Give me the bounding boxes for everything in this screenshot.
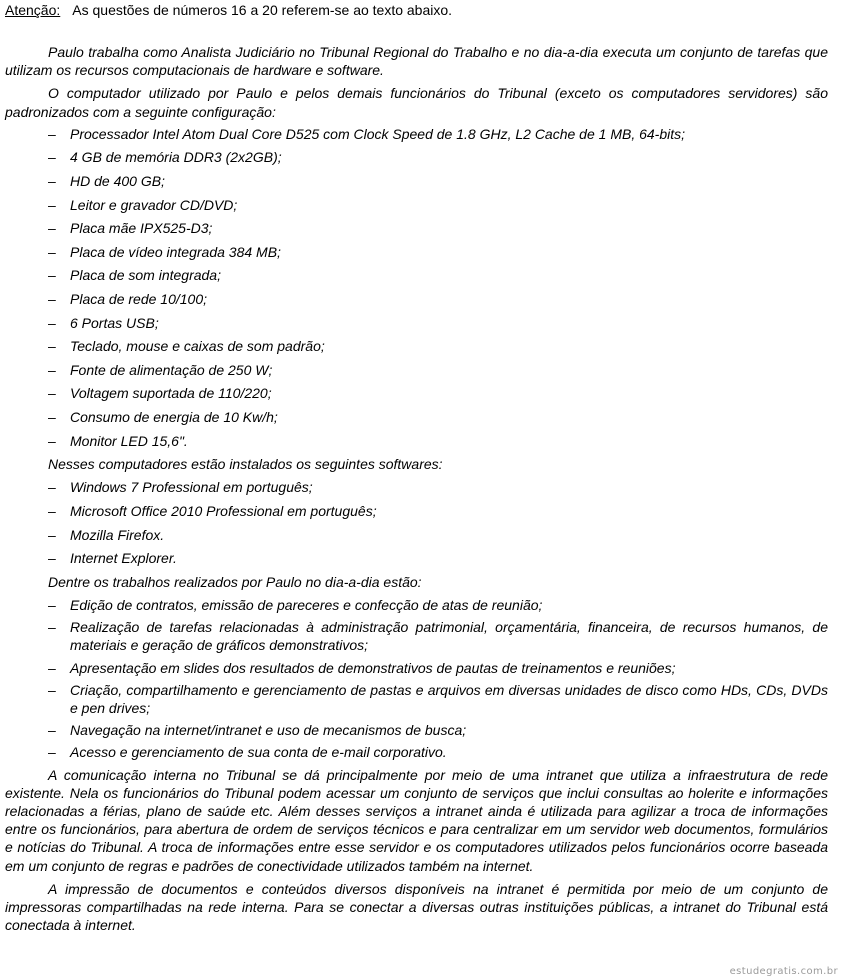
hardware-item-text: Voltagem suportada de 110/220; [70, 385, 272, 402]
task-item [5, 721, 828, 739]
software-item-text: Internet Explorer. [70, 550, 177, 567]
list-dash-marker: – [48, 267, 56, 284]
hardware-item-text: Processador Intel Atom Dual Core D525 com Clock Speed de 1.8 GHz, L2 Cache de 1 MB, 64-bits; [70, 125, 686, 142]
hardware-item [5, 314, 828, 332]
document-body [5, 43, 828, 939]
task-item [5, 596, 828, 614]
software-item-text: Windows 7 Professional em português; [70, 479, 313, 496]
site-watermark: estudegratis.com.br [729, 966, 838, 977]
task-item-text: Acesso e gerenciamento de sua conta de e-mail corporativo. [70, 744, 447, 761]
list-dash-marker: – [48, 290, 56, 307]
software-item [5, 549, 828, 567]
hardware-item-text: Placa de vídeo integrada 384 MB; [70, 243, 281, 260]
hardware-item-text: Placa de rede 10/100; [70, 290, 207, 307]
software-intro: Nesses computadores estão instalados os seguintes softwares: [48, 456, 443, 473]
list-dash-marker: – [48, 220, 56, 237]
list-dash-marker: – [48, 125, 56, 142]
list-dash-marker: – [48, 149, 56, 166]
hardware-item-text: Fonte de alimentação de 250 W; [70, 361, 273, 378]
list-dash-marker: – [48, 550, 56, 567]
hardware-item [5, 408, 828, 426]
hardware-item [5, 219, 828, 237]
hardware-item-text: 6 Portas USB; [70, 314, 159, 331]
task-item [5, 681, 828, 717]
software-item-text: Microsoft Office 2010 Professional em português; [70, 502, 377, 519]
hardware-item-text: Placa mãe IPX525-D3; [70, 220, 213, 237]
attention-header [5, 1, 452, 19]
list-dash-marker: – [48, 502, 56, 519]
hardware-item [5, 148, 828, 166]
hardware-item [5, 125, 828, 143]
software-item [5, 478, 828, 496]
list-dash-marker: – [48, 196, 56, 213]
list-dash-marker: – [48, 596, 56, 613]
task-item [5, 743, 828, 761]
task-list [5, 596, 828, 762]
software-item [5, 526, 828, 544]
hardware-item-text: HD de 400 GB; [70, 173, 165, 189]
hardware-item [5, 266, 828, 284]
hardware-item-text: Leitor e gravador CD/DVD; [70, 196, 238, 213]
list-dash-marker: – [48, 659, 56, 676]
hardware-item [5, 337, 828, 355]
list-dash-marker: – [48, 314, 56, 331]
list-dash-marker: – [48, 243, 56, 260]
list-dash-marker: – [48, 744, 56, 761]
task-item-text: Apresentação em slides dos resultados de demonstrativos de pautas de treinamentos e reuniões; [70, 659, 676, 676]
list-dash-marker: – [48, 722, 56, 739]
hardware-item-text: 4 GB de memória DDR3 (2x2GB); [70, 149, 282, 166]
hardware-item-text: Consumo de energia de 10 Kw/h; [70, 408, 278, 425]
hardware-item-text: Teclado, mouse e caixas de som padrão; [70, 338, 325, 355]
printing-paragraph: A impressão de documentos e conteúdos diversos disponíveis na intranet é permitida por meio de um conjunto de impressoras compartilhadas na rede interna. Para se conectar a diversas outras instituições públicas, a intranet do Tribunal está conectada à internet. [5, 880, 828, 934]
hardware-item-text: Monitor LED 15,6". [70, 432, 188, 449]
task-item-text: Realização de tarefas relacionadas à administração patrimonial, orçamentária, financeira, de recursos humanos, de materiais e geração de gráficos demonstrativos; [70, 619, 828, 654]
hardware-item [5, 243, 828, 261]
task-item-text: Criação, compartilhamento e gerenciamento de pastas e arquivos em diversas unidades de disco como HDs, CDs, DVDs e pen drives; [70, 681, 828, 716]
configuration-paragraph: O computador utilizado por Paulo e pelos demais funcionários do Tribunal (exceto os computadores servidores) são padronizados com a seguinte configuração: [5, 85, 828, 120]
attention-text: As questões de números 16 a 20 referem-se ao texto abaixo. [72, 2, 453, 18]
list-dash-marker: – [48, 619, 56, 636]
hardware-item [5, 361, 828, 379]
list-dash-marker: – [48, 479, 56, 496]
software-item-text: Mozilla Firefox. [70, 526, 165, 543]
list-dash-marker: – [48, 681, 56, 698]
intranet-paragraph: A comunicação interna no Tribunal se dá principalmente por meio de uma intranet que utiliza a infraestrutura de rede existente. Nela os funcionários do Tribunal podem acessar um conjunto de serviços que inclui consultas ao holerite e informações relacionadas a férias, plano de saúde etc. Além desses serviços a intranet ainda é utilizada para agilizar a troca de informações entre os funcionários, para abertura de ordem de serviços técnicos e para centralizar em um servidor web documentos, formulários e notícias do Tribunal. A troca de informações entre esse servidor e os computadores utilizados pelos funcionários ocorre baseada em um conjunto de regras e padrões de conectividade utilizados também na internet. [5, 766, 828, 874]
hardware-list [5, 125, 828, 450]
task-item-text: Navegação na internet/intranet e uso de mecanismos de busca; [70, 722, 467, 739]
hardware-item [5, 172, 828, 190]
list-dash-marker: – [48, 408, 56, 425]
hardware-item [5, 384, 828, 402]
list-dash-marker: – [48, 385, 56, 402]
intro-paragraph: Paulo trabalha como Analista Judiciário no Tribunal Regional do Trabalho e no dia-a-dia executa um conjunto de tarefas que utilizam os recursos computacionais de hardware e software. [5, 44, 828, 79]
software-list [5, 478, 828, 567]
list-dash-marker: – [48, 361, 56, 378]
list-dash-marker: – [48, 338, 56, 355]
hardware-item-text: Placa de som integrada; [70, 267, 221, 284]
task-item [5, 659, 828, 677]
tasks-intro: Dentre os trabalhos realizados por Paulo no dia-a-dia estão: [48, 573, 422, 590]
list-dash-marker: – [48, 432, 56, 449]
hardware-item [5, 432, 828, 450]
list-dash-marker: – [48, 173, 56, 189]
list-dash-marker: – [48, 526, 56, 543]
task-item-text: Edição de contratos, emissão de pareceres e confecção de atas de reunião; [70, 596, 543, 613]
task-item [5, 618, 828, 654]
hardware-item [5, 290, 828, 308]
software-item [5, 502, 828, 520]
hardware-item [5, 196, 828, 214]
attention-label: Atenção: [5, 2, 61, 18]
